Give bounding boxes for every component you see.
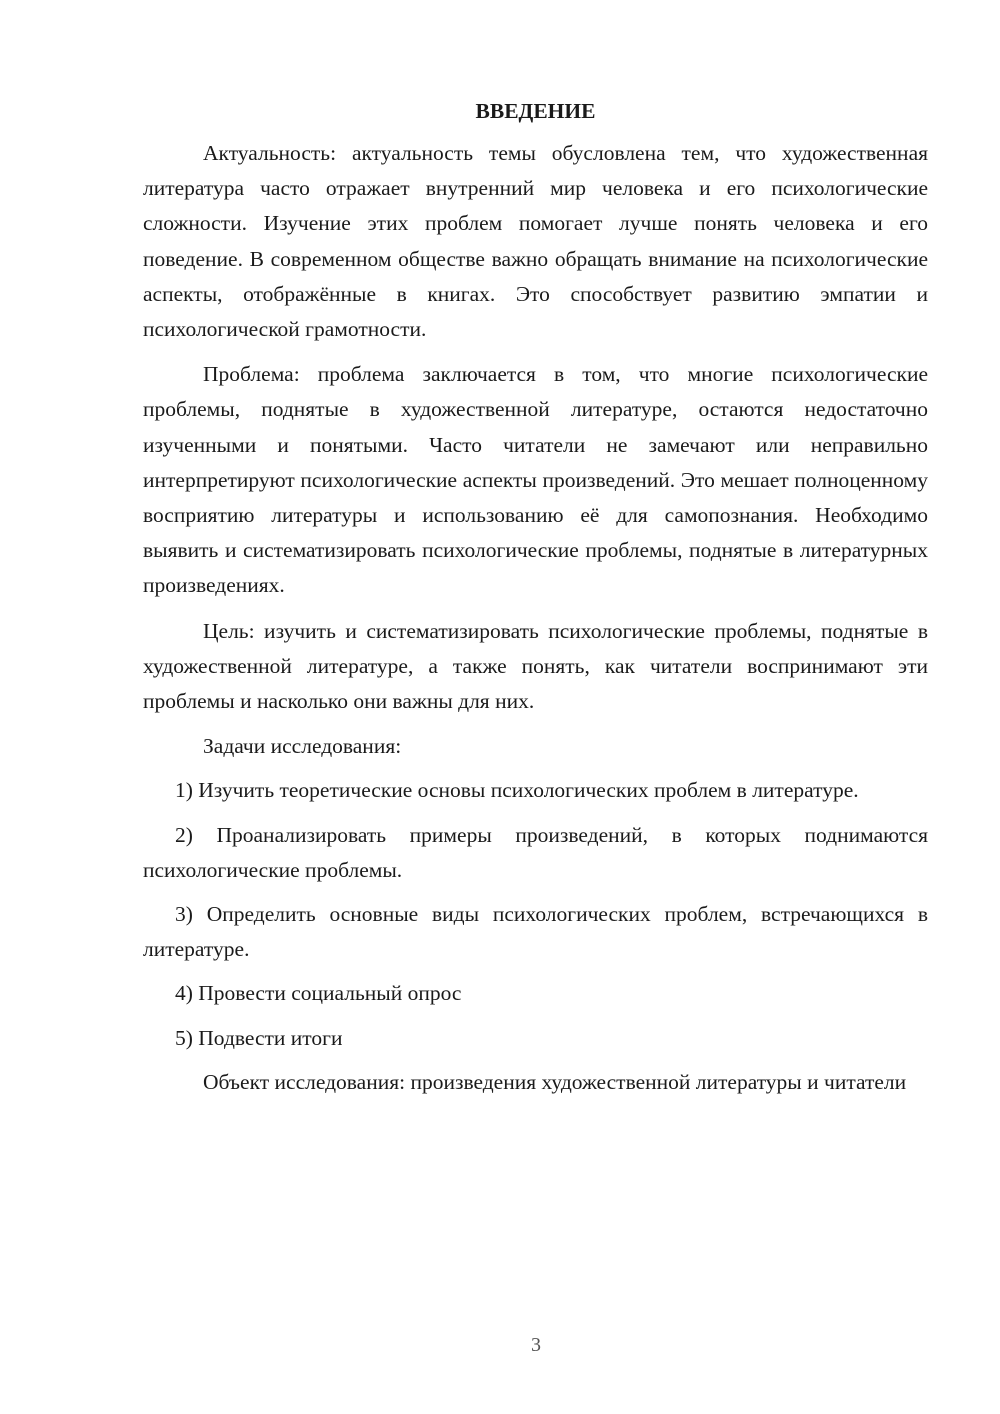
- task-item: 2) Проанализировать примеры произведений, в которых поднимаются психологические проблемы.: [143, 822, 928, 882]
- relevance-paragraph: Актуальность: актуальность темы обусловлена тем, что художественная литература часто отражает внутренний мир человека и его психологические сложности. Изучение этих проблем помогает лучше понять человека и его поведение. В современном обществе важно обращать внимание на психологические аспекты, отображённые в книгах. Это способствует развитию эмпатии и психологической грамотности.: [143, 141, 928, 342]
- task-item: 1) Изучить теоретические основы психологических проблем в литературе.: [175, 778, 859, 803]
- task-item: 4) Провести социальный опрос: [175, 981, 462, 1006]
- object-paragraph: Объект исследования: произведения художественной литературы и читатели: [203, 1069, 907, 1094]
- problem-paragraph: Проблема: проблема заключается в том, что многие психологические проблемы, поднятые в художественной литературе, остаются недостаточно изученными и понятыми. Часто читатели не замечают или неправильно интерпретируют психологические аспекты произведений. Это мешает полноценному восприятию литературы и использованию её для самопознания. Необходимо выявить и систематизировать психологические проблемы, поднятые в литературных произведениях.: [143, 362, 928, 598]
- page-number: 3: [531, 1334, 541, 1356]
- document-page: [143, 96, 928, 1110]
- task-item: 5) Подвести итоги: [175, 1025, 343, 1050]
- goal-paragraph: Цель: изучить и систематизировать психологические проблемы, поднятые в художественной литературе, а также понять, как читатели воспринимают эти проблемы и насколько они важны для них.: [143, 618, 928, 714]
- page-title: ВВЕДЕНИЕ: [475, 99, 596, 123]
- tasks-list: [143, 773, 928, 1055]
- task-item: 3) Определить основные виды психологических проблем, встречающихся в литературе.: [143, 902, 928, 962]
- tasks-heading: Задачи исследования:: [203, 734, 402, 759]
